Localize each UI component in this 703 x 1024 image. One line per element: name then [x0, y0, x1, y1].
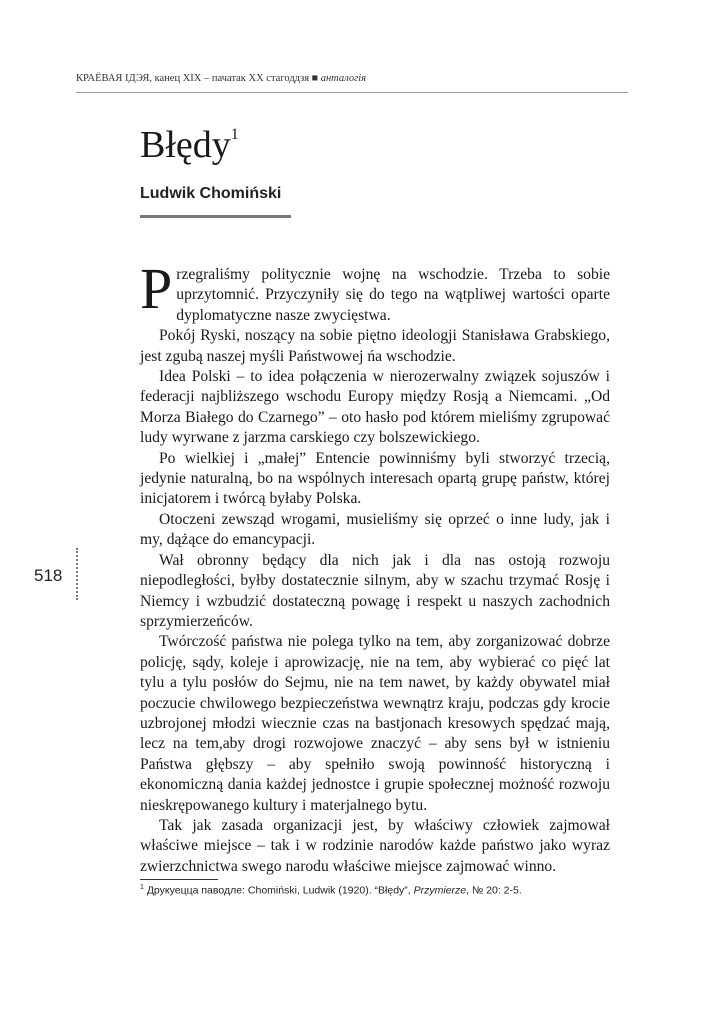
- footnote-text-after: , № 20: 2-5.: [466, 884, 522, 897]
- paragraph-2: Pokój Ryski, noszący na sobie piętno ideologji Stanisława Grabskiego, jest zgubą naszej myśli Państwowej ńa wschodzie.: [140, 327, 610, 365]
- page-number: 518: [34, 566, 63, 585]
- header-rule: [76, 92, 628, 93]
- article-title-text: Błędy: [140, 124, 231, 166]
- paragraph-1: [140, 256, 610, 326]
- paragraph-1-text: rzegraliśmy politycznie wojnę na wschodzie. Trzeba to sobie uprzytomnić. Przyczyniły się do tego na wątpliwej wartości oparte dyplomatyczne nasze zwycięstwa.: [176, 266, 610, 324]
- running-header: [76, 73, 628, 84]
- running-header-section: анталогія: [318, 73, 366, 84]
- paragraph-3: Idea Polski – to idea połączenia w nierozerwalny związek sojuszów i federacji najbliższego wschodu Europy między Rosją a Niemcami. „Od Morza Białego do Czarnego” – oto hasło pod którem mieliśmy zgrupować ludy wyrwane z jarzma carskiego czy bolszewickiego.: [140, 368, 610, 447]
- paragraph-6: Wał obronny będący dla nich jak i dla nas ostoją rozwoju niepodległości, byłby dostatecznie silnym, aby w szachu trzymać Rosję i Niemcy i wzbudzić dostateczną powagę i respekt u naszych zachodnich sprzymierzeńców.: [140, 551, 610, 630]
- paragraph-8: Tak jak zasada organizacji jest, by właściwy człowiek zajmował właściwe miejsce – tak i w rodzinie narodów każde państwo jako wyraz zwierzchnictwa swego narodu właściwe miejsce zajmować winno.: [140, 816, 610, 875]
- article-title: [140, 120, 239, 170]
- author-rule: [140, 215, 291, 218]
- footnote-mark: 1: [140, 884, 144, 891]
- running-header-bullet: ■: [311, 73, 319, 84]
- paragraph-7: Twórczość państwa nie polega tylko na tem, aby zorganizować dobrze policję, sądy, koleje i aprowizację, nie na tem, aby wybierać co pięć lat tylu a tylu posłów do Sejmu, nie na tem nawet, by każdy obywatel miał poczucie chwilowego bezpieczeństwa wewnątrz kraju, podczas gdy krocie uzbrojonej młodzi wiecznie czas na bastjonach kresowych spędzać mają, lecz na tem,aby drogi rozwojowe znaczyć – aby sens był w istnieniu Państwa głębszy – aby spełniło swoją powinność historyczną i ekonomiczną dania każdej jednostce i grupie społecznej możność rozwoju nieskrępowanego kultury i materjalnego bytu.: [140, 633, 610, 814]
- footnote-text-before: Друкуецца паводле: Chomiński, Ludwik (1920). “Błędy”,: [143, 884, 414, 897]
- footnote-rule: [140, 879, 218, 880]
- page-number-dots: [76, 548, 78, 600]
- article-body: [140, 256, 610, 877]
- title-footnote-mark: 1: [230, 126, 239, 144]
- footnote: [140, 884, 522, 897]
- paragraph-5: Otoczeni zewsząd wrogami, musieliśmy się oprzeć o inne ludy, jak i my, dążące do emancypacji.: [140, 510, 610, 549]
- drop-cap: P: [140, 256, 173, 321]
- running-header-text: КРАЁВАЯ ІДЭЯ, канец XIX – пачатак XX стагоддзя: [76, 73, 312, 84]
- article-author: Ludwik Chomiński: [140, 185, 282, 202]
- footnote-journal: Przymierze: [413, 884, 467, 897]
- paragraph-4: Po wielkiej i „małej” Entencie powinniśmy byli stworzyć trzecią, jedynie naturalną, bo na wspólnych interesach opartą grupę państw, której inicjatorem i twórcą byłaby Polska.: [140, 449, 610, 508]
